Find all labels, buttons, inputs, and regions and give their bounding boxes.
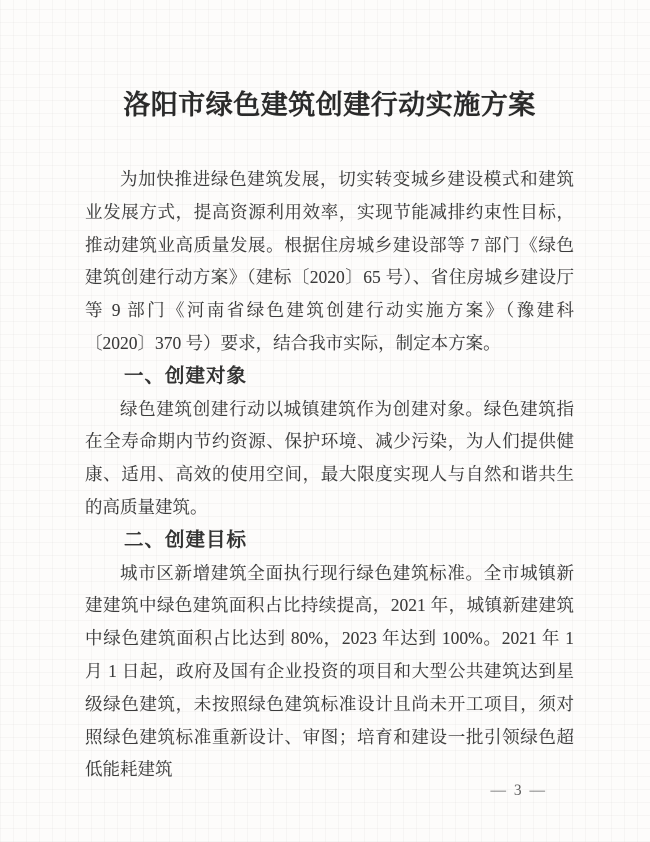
page-number: — 3 — (490, 782, 547, 799)
section-heading: 二、创建目标 (124, 528, 248, 551)
body-paragraph: 城市区新增建筑全面执行现行绿色建筑标准。全市城镇新建建筑中绿色建筑面积占比持续提高，2021 年，城镇新建建筑中绿色建筑面积占比达到 80%，2023 年达到 100%。2021 年 1 月 1 日起，政府及国有企业投资的项目和大型公共建筑达到星级绿色建筑，未按照绿色建筑标准设计且尚未开工项目，须对照绿色建筑标准重新设计、审图；培育和建设一批引领绿色超低能耗建筑 (85, 562, 574, 780)
document-title: 洛阳市绿色建筑创建行动实施方案 (123, 90, 536, 120)
section-heading: 一、创建对象 (124, 364, 248, 387)
body-paragraph: 绿色建筑创建行动以城镇建筑作为创建对象。绿色建筑指在全寿命期内节约资源、保护环境、减少污染，为人们提供健康、适用、高效的使用空间，最大限度实现人与自然和谐共生的高质量建筑。 (85, 398, 574, 517)
document (85, 88, 574, 786)
document-body (85, 163, 574, 786)
body-paragraph: 为加快推进绿色建筑发展，切实转变城乡建设模式和建筑业发展方式，提高资源利用效率，实现节能减排约束性目标，推动建筑业高质量发展。根据住房城乡建设部等 7 部门《绿色建筑创建行动方案》（建标〔2020〕65 号）、省住房城乡建设厅等 9 部门《河南省绿色建筑创建行动实施方案》（豫建科〔2020〕370 号）要求，结合我市实际，制定本方案。 (85, 169, 574, 353)
